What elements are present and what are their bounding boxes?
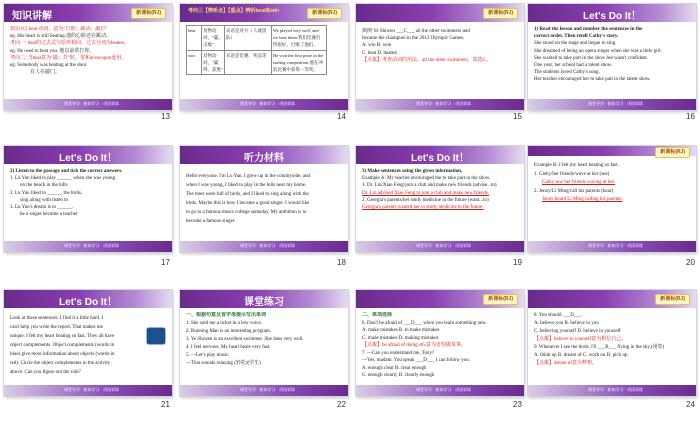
slide-line: 有人在敲门。 (30, 70, 61, 76)
table-cell: 宾语是比赛、奖品等 (224, 50, 271, 75)
course-tag: 新课标(RJ) (655, 147, 690, 158)
slide-footer (528, 99, 696, 110)
footer-text: 课堂导学 · 新知学习 · 巩固训练 (240, 387, 296, 392)
slide-line: 7. —Can you understand me, Tony? (362, 350, 435, 356)
comparison-table (186, 25, 327, 75)
footer-text: 课堂导学 · 新知学习 · 巩固训练 (240, 101, 296, 106)
slide-line: 【点拨】考查动词的用法。all the other swimmers，故选C。 (362, 57, 492, 63)
slide-body (362, 168, 518, 238)
slide-title: Let's Do It！ (59, 153, 117, 164)
slide-line: 考向二: 当beat意为"敲；打"时，常和at/on/upon连用。 (10, 55, 127, 61)
slide-header (180, 290, 348, 308)
slide-footer (4, 385, 172, 396)
slide-line: Look at these sentences: I find it a little hard. I (10, 316, 104, 321)
slide-15[interactable] (356, 4, 524, 110)
slide-line: blue) give more information about objects (words in (10, 352, 115, 357)
slide-19[interactable] (356, 146, 524, 252)
slide-18[interactable] (180, 146, 348, 252)
slide-line: became the champion in the 2012 Olympic Games. (362, 36, 465, 42)
table-row (187, 50, 327, 75)
footer-text: 课堂导学 · 新知学习 · 巩固训练 (64, 243, 120, 248)
slide-line: above. Can you figure out the rule? (10, 370, 81, 375)
page-number: 17 (161, 258, 170, 267)
table-cell: We played very well, and we beat them.我们比赛打得很好，打败了他们。 (271, 26, 326, 51)
slide-line: become a famous singer. (186, 219, 236, 224)
page-number: 20 (686, 258, 695, 267)
slide-header (356, 290, 524, 308)
slide-line: 2. Jenny/Li Ming/call his parents (hear) (534, 188, 614, 194)
slide-line: —That sounds relaxing (轻松)(学生) (186, 361, 261, 366)
table-cell: 宾语是对方（人或团队） (224, 26, 271, 51)
slide-body (534, 312, 690, 382)
slide-line: A. think up B. dream of C. work on D. pick up (534, 353, 628, 358)
slide-title: 课堂练习 (244, 297, 284, 308)
slide-footer (180, 385, 348, 396)
slide-line: She dreamed of being an opera singer when she was a little girl. (534, 48, 662, 54)
table-cell: beat (187, 26, 202, 51)
page-number: 22 (337, 400, 346, 409)
slide-line: 2. Lu Yun liked to ______ the birds. (10, 190, 83, 196)
slide-line: 8. You should ___D___. (534, 313, 583, 318)
slide-line: 6. Don't be afraid of ___D___ when you learn something new. (362, 320, 487, 326)
slide-line: The students loved Cathy's song. (534, 70, 600, 76)
page-number: 21 (161, 400, 170, 409)
slide-line: to go to a famous music college someday. My ambition is to (186, 210, 307, 215)
slide-line: The trees were full of birds, and I liked to sing along with the (186, 192, 309, 197)
slide-line: 【点拨】dream of意为梦想。 (534, 361, 597, 366)
page-number: 19 (513, 258, 522, 267)
slide-body (10, 314, 144, 382)
slide-line: unique. I felt my heart beating so fast. They all have (10, 334, 115, 339)
page-number: 14 (337, 112, 346, 121)
footer-text: 课堂导学 · 新知学习 · 巩固训练 (416, 387, 472, 392)
footer-text: 课堂导学 · 新知学习 · 巩固训练 (416, 243, 472, 248)
slide-line: 4. I feel nervous. My heart beats very fast. (186, 345, 271, 350)
slide-line: 知识点3 beat 动词，意为"打败；跳动；敲打" (10, 27, 108, 32)
slide-header (180, 4, 348, 22)
table-cell: 及物动词，"赢，击败" (202, 26, 225, 51)
page-number: 13 (161, 112, 170, 121)
page-number: 23 (513, 400, 522, 409)
slide-line: 2. Running Man is an interesting program. (186, 329, 271, 334)
slide-header (528, 290, 696, 308)
slide-header (4, 146, 172, 164)
slide-line: 1. Cathy/her friends/wave at her (see) (534, 171, 610, 177)
footer-text: 课堂导学 · 新知学习 · 巩固训练 (64, 101, 120, 106)
slide-body (10, 26, 166, 96)
course-tag: 新课标(RJ) (483, 294, 518, 305)
page-number: 24 (686, 400, 695, 409)
footer-text: 课堂导学 · 新知学习 · 巩固训练 (416, 101, 472, 106)
table-cell: win (187, 50, 202, 75)
page-number: 16 (686, 112, 695, 121)
course-tag: 新课标(RJ) (307, 8, 342, 19)
slide-line: be a singer become a teacher (20, 212, 78, 218)
slide-22[interactable] (180, 290, 348, 396)
slide-line: Her teacher encouraged her to take part in the talent show. (534, 77, 651, 83)
slide-footer (356, 99, 524, 110)
slide-line: 3) Make sentences using the given information. (362, 169, 463, 174)
slide-title: 听力材料 (244, 153, 284, 164)
slide-line: red). Circle the object complements in the activity (10, 361, 111, 366)
slide-line: 1. Lu Yun liked to play ______ when she was young. (10, 176, 117, 182)
slide-header (356, 146, 524, 164)
slide-header (4, 290, 172, 308)
slide-line: 典例 Ye Shiwen ___C___ all the other swimmers and (362, 29, 470, 34)
slide-line: Example B: I felt my heart beating so fast. (534, 163, 619, 168)
slide-line: can't help you write the report. That makes me (10, 325, 103, 330)
slide-16[interactable] (528, 4, 696, 110)
slide-line: object complements. Object complements (words in (10, 343, 115, 348)
slide-title: 考向三【辨析点】【重点】辨析beat和win (188, 8, 280, 14)
slide-title: Let's Do It！ (583, 11, 641, 22)
table-cell: He won the first prize in the surfing competition.他在冲浪比赛中获得一等奖。 (271, 50, 326, 75)
slide-line: correct order. Then retell Cathy's story. (534, 34, 619, 40)
slide-line: 【点拨】believe in yourself意为相信自己。 (534, 337, 627, 342)
slide-footer (4, 99, 172, 110)
slide-line: C. made mistakes D. making mistakes (362, 335, 439, 341)
slide-line: A. enough clear B. clear enough (362, 365, 427, 371)
slide-title: Let's Do It！ (59, 297, 117, 308)
slide-line: 5. —Let's play music. (186, 353, 230, 358)
slide-line: C. enough clearly D. clearly enough (362, 373, 435, 378)
slide-body (362, 28, 518, 96)
slide-line: 考向一: beat的过去式与原形相同，过去分词为beaten。 (10, 41, 130, 47)
badge-icon (146, 327, 166, 345)
course-tag: 新课标(RJ) (131, 8, 166, 19)
slide-line: A. win B. won (362, 43, 392, 49)
slide-header (528, 146, 696, 156)
slide-footer (180, 241, 348, 252)
slide-header (356, 4, 524, 22)
slide-footer (4, 241, 172, 252)
slide-line: when I was young, I liked to play in the hills near my home. (186, 183, 307, 188)
slide-line: 1) Read the lesson and number the sentences in the (534, 27, 643, 32)
slide-line: 1. Dr. Lin/Xiao Feng/join a club and make new friends (advise...to) (362, 183, 497, 189)
slide-line: 2. Georgia's parents/her study medicine in the future (want...to) (362, 197, 489, 203)
slide-14[interactable] (180, 4, 348, 110)
slide-line: C. believing yourself D. believe in yourself (534, 329, 621, 334)
slide-line: sing along with listen to (20, 197, 69, 203)
slide-body (10, 168, 166, 238)
slide-body (534, 26, 690, 96)
slide-line: 二、单项选择 (362, 313, 393, 318)
slide-23[interactable] (356, 290, 524, 396)
slide-20[interactable] (528, 146, 696, 252)
slide-line: A. make mistakes B. to make mistakes (362, 328, 440, 333)
slide-13[interactable] (4, 4, 172, 110)
slide-footer (180, 99, 348, 110)
slide-header (180, 146, 348, 164)
slide-header (4, 4, 172, 22)
slide-body (186, 172, 342, 238)
footer-text: 课堂导学 · 新知学习 · 巩固训练 (240, 243, 296, 248)
table-row (187, 26, 327, 51)
slide-line: 1. She sold me a ticket in a low voice. (186, 321, 262, 326)
slide-line: Dr. Lin advised Xiao Feng to join a club and make new friends. (362, 190, 490, 196)
slide-line: Hello everyone. I'm Lu Yun. I grew up in the countryside, and (186, 174, 311, 179)
footer-text: 课堂导学 · 新知学习 · 巩固训练 (64, 387, 120, 392)
slide-body (186, 312, 342, 382)
slide-line: 3. Ye Shiwen is an excellent swimmer. She does very well. (186, 337, 304, 342)
slide-footer (356, 385, 524, 396)
slide-line: 2) Listen to the passage and tick the correct answers. (10, 169, 123, 174)
course-tag: 新课标(RJ) (483, 8, 518, 19)
slide-line: Jenny heard Li Ming calling his parents. (542, 197, 623, 202)
page-number: 18 (337, 258, 346, 267)
footer-text: 课堂导学 · 新知学习 · 巩固训练 (588, 387, 644, 392)
slide-line: She wanted to take part in the show but wasn't confident. (534, 55, 649, 61)
slide-line: eg. He used to beat you. 他以前常打你。 (10, 48, 95, 54)
slide-body (534, 162, 690, 238)
slide-footer (528, 241, 696, 252)
slide-title: Let's Do It！ (411, 153, 469, 164)
comparison-table-wrap (186, 25, 342, 96)
slide-line: 一、根据句意及首字母提示写出单词 (186, 313, 267, 318)
slide-line: Example A: My teacher encouraged me to take part in the show. (362, 176, 491, 182)
slide-21[interactable] (4, 290, 172, 396)
table-cell: 及物动词，"赢得，获胜" (202, 50, 225, 75)
slide-line: Georgia's parents wanted her to study medicine in the future. (362, 205, 484, 211)
slide-line: She stood on the stage and began to sing. (534, 41, 617, 47)
slide-line: birds. Maybe this is how I became a good singer. I would like (186, 201, 310, 206)
page-number: 15 (513, 112, 522, 121)
slide-line: 9. Whenever I see the birds, I'll ___B___ flying in the sky.(闭卷) (534, 345, 665, 350)
slide-body (362, 312, 518, 382)
slide-line: A. believe you B. believe in you (534, 321, 599, 326)
slide-line: eg. Somebody was beating at the door. (10, 63, 88, 69)
slide-line: Cathy saw her friends waving at her. (542, 180, 616, 185)
footer-text: 课堂导学 · 新知学习 · 巩固训练 (588, 243, 644, 248)
slide-footer (528, 385, 696, 396)
slide-17[interactable] (4, 146, 172, 252)
slide-24[interactable] (528, 290, 696, 396)
slide-line: —Yes, madam. You speak ___D___ I can follow you. (362, 358, 470, 363)
slide-line: 3. Lu Yun's dream is to ______. (10, 205, 74, 211)
slide-title: 知识讲解 (12, 11, 52, 22)
course-tag: 新课标(RJ) (655, 294, 690, 305)
slide-header (528, 4, 696, 22)
slide-line: on the beach in the hills (20, 183, 68, 189)
slide-line: One year, her school had a talent show. (534, 63, 613, 69)
slide-footer (356, 241, 524, 252)
slide-line: 【点拨】be afraid of doing sth.意为害怕做某事。 (362, 343, 467, 348)
slide-line: C. beat D. beated (362, 50, 397, 56)
slide-line: eg. His heart is still beating.他的心脏还在跳动。 (10, 34, 111, 40)
footer-text: 课堂导学 · 新知学习 · 巩固训练 (588, 101, 644, 106)
